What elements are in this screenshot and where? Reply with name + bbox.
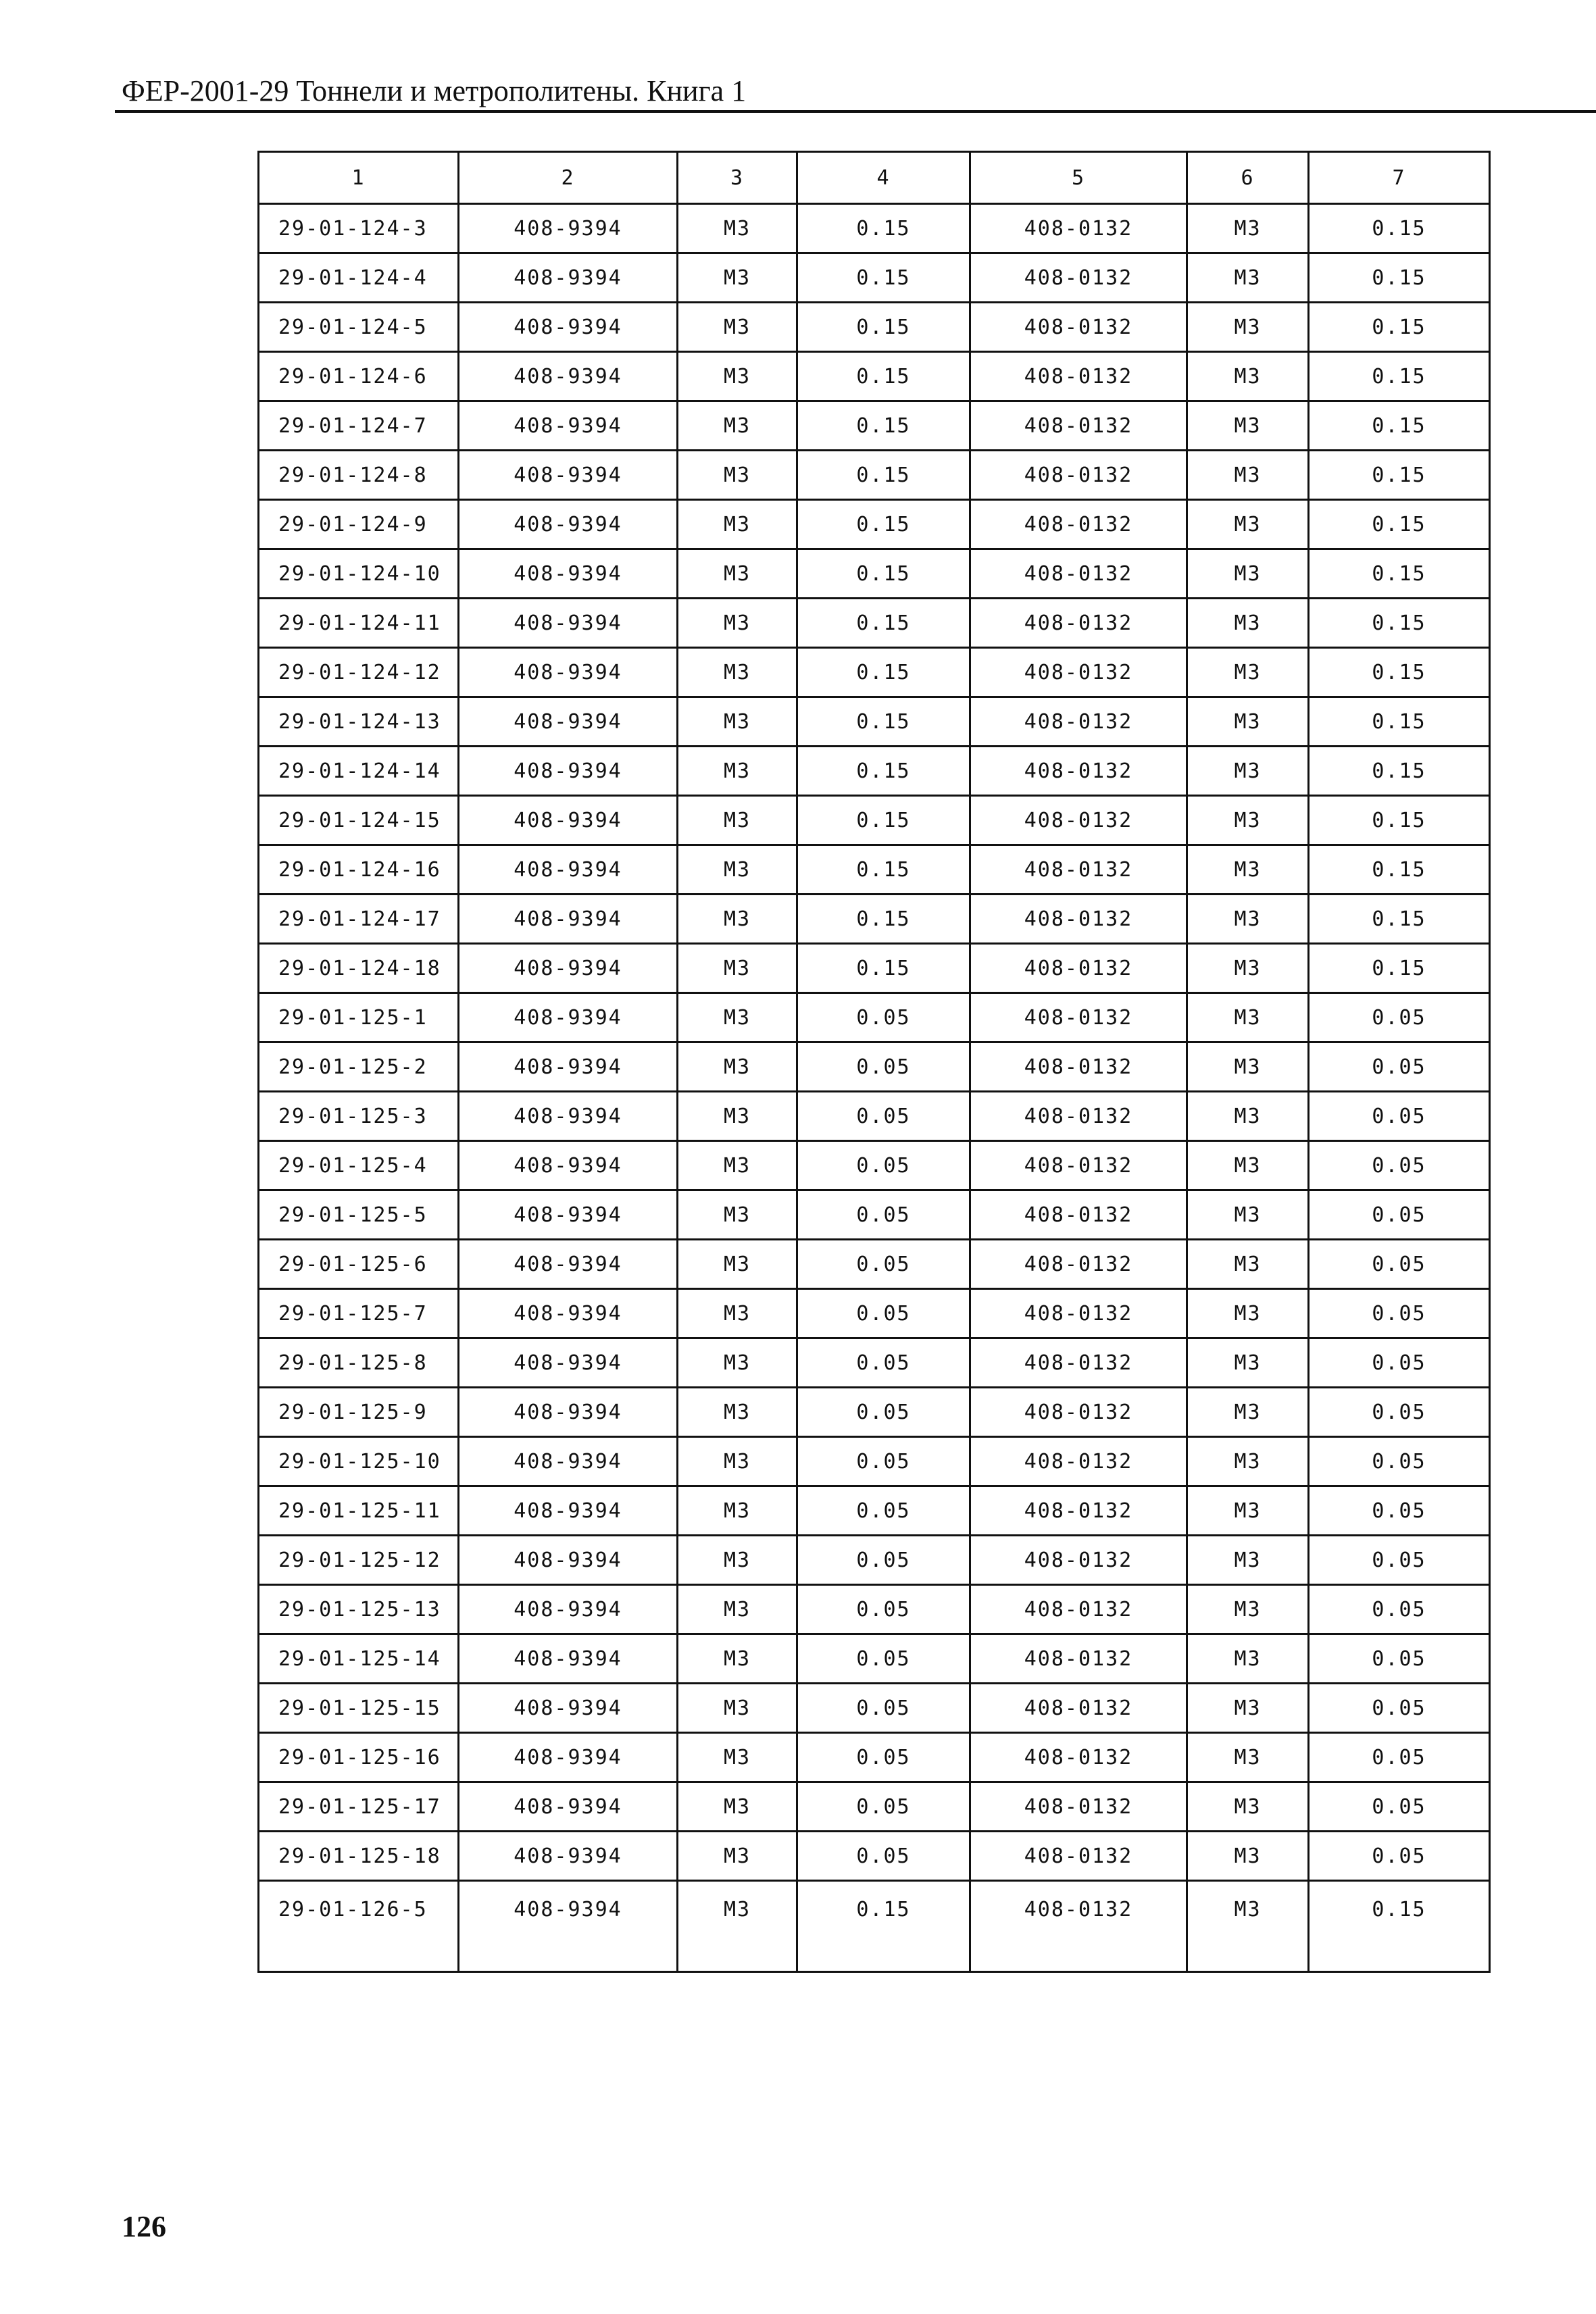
resource-code-cell: 408-9394 [459, 1042, 678, 1092]
table-row [259, 549, 1490, 599]
column-header: 7 [1309, 152, 1490, 204]
unit-cell: М3 [678, 993, 797, 1042]
replacement-quantity-cell: 0.15 [1309, 1881, 1490, 1972]
table-row [259, 1881, 1490, 1972]
quantity-cell: 0.05 [797, 1832, 970, 1881]
unit-cell: М3 [678, 253, 797, 303]
norm-code-cell: 29-01-125-8 [259, 1338, 459, 1388]
replacement-quantity-cell: 0.15 [1309, 253, 1490, 303]
replacement-unit-cell: М3 [1187, 944, 1309, 993]
replacement-code-cell: 408-0132 [970, 845, 1187, 895]
norm-code-cell: 29-01-124-7 [259, 401, 459, 451]
unit-cell: М3 [678, 796, 797, 845]
resource-code-cell: 408-9394 [459, 1388, 678, 1437]
unit-cell: М3 [678, 895, 797, 944]
column-header: 2 [459, 152, 678, 204]
norm-code-cell: 29-01-124-5 [259, 303, 459, 352]
resource-code-cell: 408-9394 [459, 599, 678, 648]
table-header [259, 152, 1490, 204]
replacement-quantity-cell: 0.15 [1309, 796, 1490, 845]
norm-code-cell: 29-01-124-9 [259, 500, 459, 549]
replacement-code-cell: 408-0132 [970, 1042, 1187, 1092]
table-row [259, 599, 1490, 648]
table-row [259, 1733, 1490, 1782]
table-row [259, 253, 1490, 303]
table-row [259, 747, 1490, 796]
replacement-unit-cell: М3 [1187, 1782, 1309, 1832]
replacement-unit-cell: М3 [1187, 1388, 1309, 1437]
replacement-code-cell: 408-0132 [970, 1585, 1187, 1634]
table-row [259, 1782, 1490, 1832]
norm-code-cell: 29-01-125-4 [259, 1141, 459, 1190]
norm-code-cell: 29-01-125-3 [259, 1092, 459, 1141]
replacement-unit-cell: М3 [1187, 352, 1309, 401]
resource-code-cell: 408-9394 [459, 1832, 678, 1881]
unit-cell: М3 [678, 697, 797, 747]
replacement-code-cell: 408-0132 [970, 895, 1187, 944]
table-row [259, 895, 1490, 944]
replacement-code-cell: 408-0132 [970, 1092, 1187, 1141]
replacement-code-cell: 408-0132 [970, 1141, 1187, 1190]
replacement-code-cell: 408-0132 [970, 303, 1187, 352]
unit-cell: М3 [678, 1190, 797, 1240]
unit-cell: М3 [678, 1388, 797, 1437]
replacement-quantity-cell: 0.15 [1309, 845, 1490, 895]
quantity-cell: 0.05 [797, 1388, 970, 1437]
resource-code-cell: 408-9394 [459, 1092, 678, 1141]
quantity-cell: 0.15 [797, 599, 970, 648]
unit-cell: М3 [678, 1881, 797, 1972]
unit-cell: М3 [678, 1684, 797, 1733]
norm-code-cell: 29-01-125-12 [259, 1536, 459, 1585]
norm-code-cell: 29-01-125-14 [259, 1634, 459, 1684]
replacement-code-cell: 408-0132 [970, 401, 1187, 451]
replacement-quantity-cell: 0.15 [1309, 352, 1490, 401]
quantity-cell: 0.05 [797, 1782, 970, 1832]
replacement-code-cell: 408-0132 [970, 944, 1187, 993]
replacement-quantity-cell: 0.15 [1309, 451, 1490, 500]
replacement-quantity-cell: 0.05 [1309, 1585, 1490, 1634]
page-header-title: ФЕР-2001-29 Тоннели и метрополитены. Книга 1 [122, 74, 747, 107]
resource-code-cell: 408-9394 [459, 747, 678, 796]
replacement-quantity-cell: 0.05 [1309, 1536, 1490, 1585]
quantity-cell: 0.05 [797, 1684, 970, 1733]
unit-cell: М3 [678, 1437, 797, 1486]
replacement-quantity-cell: 0.05 [1309, 1240, 1490, 1289]
unit-cell: М3 [678, 1486, 797, 1536]
resource-code-cell: 408-9394 [459, 1190, 678, 1240]
norm-code-cell: 29-01-125-17 [259, 1782, 459, 1832]
column-header: 1 [259, 152, 459, 204]
table-row [259, 1437, 1490, 1486]
norm-code-cell: 29-01-125-10 [259, 1437, 459, 1486]
replacement-code-cell: 408-0132 [970, 993, 1187, 1042]
table-row [259, 1190, 1490, 1240]
replacement-unit-cell: М3 [1187, 648, 1309, 697]
replacement-quantity-cell: 0.05 [1309, 1141, 1490, 1190]
resource-code-cell: 408-9394 [459, 796, 678, 845]
replacement-unit-cell: М3 [1187, 303, 1309, 352]
norm-code-cell: 29-01-125-11 [259, 1486, 459, 1536]
replacement-unit-cell: М3 [1187, 993, 1309, 1042]
replacement-code-cell: 408-0132 [970, 1289, 1187, 1338]
resource-code-cell: 408-9394 [459, 845, 678, 895]
replacement-quantity-cell: 0.05 [1309, 1634, 1490, 1684]
replacement-quantity-cell: 0.15 [1309, 549, 1490, 599]
table-row [259, 1388, 1490, 1437]
unit-cell: М3 [678, 599, 797, 648]
replacement-code-cell: 408-0132 [970, 1338, 1187, 1388]
replacement-quantity-cell: 0.15 [1309, 303, 1490, 352]
table-row [259, 1042, 1490, 1092]
replacement-code-cell: 408-0132 [970, 1782, 1187, 1832]
table-row [259, 1289, 1490, 1338]
unit-cell: М3 [678, 1832, 797, 1881]
replacement-code-cell: 408-0132 [970, 549, 1187, 599]
replacement-code-cell: 408-0132 [970, 1733, 1187, 1782]
replacement-unit-cell: М3 [1187, 1042, 1309, 1092]
replacement-unit-cell: М3 [1187, 1684, 1309, 1733]
resource-code-cell: 408-9394 [459, 401, 678, 451]
table-row [259, 1092, 1490, 1141]
table-body [259, 204, 1490, 1972]
norm-code-cell: 29-01-125-5 [259, 1190, 459, 1240]
replacement-code-cell: 408-0132 [970, 253, 1187, 303]
unit-cell: М3 [678, 845, 797, 895]
table-row [259, 451, 1490, 500]
replacement-code-cell: 408-0132 [970, 1684, 1187, 1733]
quantity-cell: 0.15 [797, 352, 970, 401]
column-header: 3 [678, 152, 797, 204]
replacement-code-cell: 408-0132 [970, 1240, 1187, 1289]
replacement-quantity-cell: 0.15 [1309, 204, 1490, 253]
column-header: 6 [1187, 152, 1309, 204]
unit-cell: М3 [678, 1536, 797, 1585]
norm-code-cell: 29-01-124-12 [259, 648, 459, 697]
quantity-cell: 0.05 [797, 1733, 970, 1782]
unit-cell: М3 [678, 1141, 797, 1190]
quantity-cell: 0.05 [797, 1240, 970, 1289]
replacement-unit-cell: М3 [1187, 599, 1309, 648]
table-row [259, 303, 1490, 352]
resource-code-cell: 408-9394 [459, 895, 678, 944]
resource-code-cell: 408-9394 [459, 204, 678, 253]
replacement-quantity-cell: 0.05 [1309, 993, 1490, 1042]
quantity-cell: 0.15 [797, 451, 970, 500]
resource-code-cell: 408-9394 [459, 1733, 678, 1782]
replacement-quantity-cell: 0.15 [1309, 697, 1490, 747]
column-header: 4 [797, 152, 970, 204]
table-row [259, 1141, 1490, 1190]
quantity-cell: 0.05 [797, 993, 970, 1042]
quantity-cell: 0.15 [797, 648, 970, 697]
page-number: 126 [122, 2210, 166, 2243]
replacement-unit-cell: М3 [1187, 1832, 1309, 1881]
resource-code-cell: 408-9394 [459, 253, 678, 303]
replacement-code-cell: 408-0132 [970, 796, 1187, 845]
quantity-cell: 0.05 [797, 1634, 970, 1684]
replacement-unit-cell: М3 [1187, 1338, 1309, 1388]
replacement-quantity-cell: 0.05 [1309, 1437, 1490, 1486]
table-row [259, 845, 1490, 895]
replacement-unit-cell: М3 [1187, 796, 1309, 845]
table-row [259, 796, 1490, 845]
norm-code-cell: 29-01-124-6 [259, 352, 459, 401]
replacement-quantity-cell: 0.05 [1309, 1684, 1490, 1733]
norm-code-cell: 29-01-126-5 [259, 1881, 459, 1972]
norm-code-cell: 29-01-125-1 [259, 993, 459, 1042]
table-row [259, 993, 1490, 1042]
norm-code-cell: 29-01-125-6 [259, 1240, 459, 1289]
resource-code-cell: 408-9394 [459, 1141, 678, 1190]
table-row [259, 648, 1490, 697]
replacement-unit-cell: М3 [1187, 1141, 1309, 1190]
table-row [259, 1832, 1490, 1881]
resource-code-cell: 408-9394 [459, 944, 678, 993]
quantity-cell: 0.05 [797, 1190, 970, 1240]
resource-code-cell: 408-9394 [459, 303, 678, 352]
replacement-code-cell: 408-0132 [970, 451, 1187, 500]
quantity-cell: 0.05 [797, 1338, 970, 1388]
quantity-cell: 0.15 [797, 697, 970, 747]
replacement-unit-cell: М3 [1187, 895, 1309, 944]
unit-cell: М3 [678, 1782, 797, 1832]
norm-code-cell: 29-01-124-4 [259, 253, 459, 303]
quantity-cell: 0.05 [797, 1042, 970, 1092]
resource-table [257, 151, 1491, 1973]
table-row [259, 1486, 1490, 1536]
replacement-unit-cell: М3 [1187, 1634, 1309, 1684]
replacement-quantity-cell: 0.15 [1309, 500, 1490, 549]
resource-code-cell: 408-9394 [459, 1684, 678, 1733]
resource-code-cell: 408-9394 [459, 1536, 678, 1585]
table-row [259, 500, 1490, 549]
replacement-quantity-cell: 0.05 [1309, 1289, 1490, 1338]
norm-code-cell: 29-01-125-2 [259, 1042, 459, 1092]
resource-code-cell: 408-9394 [459, 648, 678, 697]
resource-code-cell: 408-9394 [459, 1338, 678, 1388]
unit-cell: М3 [678, 204, 797, 253]
norm-code-cell: 29-01-124-14 [259, 747, 459, 796]
replacement-quantity-cell: 0.05 [1309, 1190, 1490, 1240]
quantity-cell: 0.05 [797, 1486, 970, 1536]
replacement-code-cell: 408-0132 [970, 747, 1187, 796]
table-row [259, 401, 1490, 451]
replacement-unit-cell: М3 [1187, 500, 1309, 549]
resource-code-cell: 408-9394 [459, 1289, 678, 1338]
replacement-unit-cell: М3 [1187, 747, 1309, 796]
replacement-quantity-cell: 0.05 [1309, 1092, 1490, 1141]
replacement-code-cell: 408-0132 [970, 1388, 1187, 1437]
norm-code-cell: 29-01-124-15 [259, 796, 459, 845]
replacement-code-cell: 408-0132 [970, 500, 1187, 549]
unit-cell: М3 [678, 1585, 797, 1634]
resource-code-cell: 408-9394 [459, 1240, 678, 1289]
replacement-unit-cell: М3 [1187, 1733, 1309, 1782]
unit-cell: М3 [678, 1042, 797, 1092]
unit-cell: М3 [678, 1338, 797, 1388]
table-row [259, 1634, 1490, 1684]
quantity-cell: 0.05 [797, 1092, 970, 1141]
replacement-quantity-cell: 0.05 [1309, 1832, 1490, 1881]
replacement-unit-cell: М3 [1187, 401, 1309, 451]
replacement-quantity-cell: 0.05 [1309, 1486, 1490, 1536]
unit-cell: М3 [678, 303, 797, 352]
table-header-row [259, 152, 1490, 204]
quantity-cell: 0.15 [797, 1881, 970, 1972]
quantity-cell: 0.15 [797, 253, 970, 303]
unit-cell: М3 [678, 944, 797, 993]
quantity-cell: 0.05 [797, 1585, 970, 1634]
replacement-quantity-cell: 0.15 [1309, 599, 1490, 648]
norm-code-cell: 29-01-124-13 [259, 697, 459, 747]
replacement-code-cell: 408-0132 [970, 599, 1187, 648]
replacement-code-cell: 408-0132 [970, 1190, 1187, 1240]
replacement-quantity-cell: 0.05 [1309, 1388, 1490, 1437]
quantity-cell: 0.15 [797, 895, 970, 944]
replacement-code-cell: 408-0132 [970, 1486, 1187, 1536]
replacement-quantity-cell: 0.15 [1309, 401, 1490, 451]
replacement-unit-cell: М3 [1187, 451, 1309, 500]
quantity-cell: 0.15 [797, 401, 970, 451]
unit-cell: М3 [678, 451, 797, 500]
quantity-cell: 0.15 [797, 549, 970, 599]
replacement-unit-cell: М3 [1187, 1486, 1309, 1536]
quantity-cell: 0.05 [797, 1536, 970, 1585]
replacement-quantity-cell: 0.05 [1309, 1733, 1490, 1782]
replacement-code-cell: 408-0132 [970, 1437, 1187, 1486]
quantity-cell: 0.15 [797, 747, 970, 796]
table-row [259, 1585, 1490, 1634]
norm-code-cell: 29-01-125-13 [259, 1585, 459, 1634]
norm-code-cell: 29-01-124-17 [259, 895, 459, 944]
replacement-code-cell: 408-0132 [970, 204, 1187, 253]
replacement-unit-cell: М3 [1187, 253, 1309, 303]
norm-code-cell: 29-01-124-8 [259, 451, 459, 500]
table-row [259, 352, 1490, 401]
norm-code-cell: 29-01-125-7 [259, 1289, 459, 1338]
replacement-unit-cell: М3 [1187, 1536, 1309, 1585]
unit-cell: М3 [678, 401, 797, 451]
quantity-cell: 0.15 [797, 944, 970, 993]
norm-code-cell: 29-01-125-16 [259, 1733, 459, 1782]
norm-code-cell: 29-01-125-18 [259, 1832, 459, 1881]
quantity-cell: 0.15 [797, 796, 970, 845]
table-row [259, 697, 1490, 747]
quantity-cell: 0.15 [797, 303, 970, 352]
replacement-unit-cell: М3 [1187, 1881, 1309, 1972]
norm-code-cell: 29-01-124-11 [259, 599, 459, 648]
replacement-quantity-cell: 0.15 [1309, 747, 1490, 796]
replacement-unit-cell: М3 [1187, 1437, 1309, 1486]
replacement-quantity-cell: 0.15 [1309, 944, 1490, 993]
replacement-code-cell: 408-0132 [970, 1536, 1187, 1585]
unit-cell: М3 [678, 1240, 797, 1289]
replacement-unit-cell: М3 [1187, 204, 1309, 253]
resource-code-cell: 408-9394 [459, 352, 678, 401]
resource-code-cell: 408-9394 [459, 1585, 678, 1634]
resource-code-cell: 408-9394 [459, 451, 678, 500]
norm-code-cell: 29-01-124-10 [259, 549, 459, 599]
quantity-cell: 0.15 [797, 204, 970, 253]
unit-cell: М3 [678, 500, 797, 549]
table-row [259, 1536, 1490, 1585]
unit-cell: М3 [678, 648, 797, 697]
replacement-unit-cell: М3 [1187, 1289, 1309, 1338]
unit-cell: М3 [678, 352, 797, 401]
replacement-code-cell: 408-0132 [970, 1881, 1187, 1972]
replacement-code-cell: 408-0132 [970, 1832, 1187, 1881]
table-row [259, 1338, 1490, 1388]
replacement-code-cell: 408-0132 [970, 648, 1187, 697]
resource-code-cell: 408-9394 [459, 1437, 678, 1486]
replacement-unit-cell: М3 [1187, 697, 1309, 747]
table-row [259, 944, 1490, 993]
replacement-quantity-cell: 0.05 [1309, 1782, 1490, 1832]
unit-cell: М3 [678, 1733, 797, 1782]
replacement-code-cell: 408-0132 [970, 352, 1187, 401]
quantity-cell: 0.05 [797, 1437, 970, 1486]
resource-code-cell: 408-9394 [459, 697, 678, 747]
replacement-code-cell: 408-0132 [970, 1634, 1187, 1684]
norm-code-cell: 29-01-124-18 [259, 944, 459, 993]
norm-code-cell: 29-01-125-15 [259, 1684, 459, 1733]
replacement-unit-cell: М3 [1187, 1092, 1309, 1141]
table-row [259, 1240, 1490, 1289]
quantity-cell: 0.15 [797, 845, 970, 895]
quantity-cell: 0.05 [797, 1289, 970, 1338]
resource-code-cell: 408-9394 [459, 500, 678, 549]
resource-code-cell: 408-9394 [459, 1881, 678, 1972]
replacement-quantity-cell: 0.05 [1309, 1338, 1490, 1388]
resource-code-cell: 408-9394 [459, 993, 678, 1042]
resource-code-cell: 408-9394 [459, 549, 678, 599]
replacement-unit-cell: М3 [1187, 845, 1309, 895]
header-rule [115, 110, 1596, 113]
replacement-quantity-cell: 0.05 [1309, 1042, 1490, 1092]
unit-cell: М3 [678, 1634, 797, 1684]
table-row [259, 1684, 1490, 1733]
replacement-unit-cell: М3 [1187, 549, 1309, 599]
replacement-code-cell: 408-0132 [970, 697, 1187, 747]
replacement-unit-cell: М3 [1187, 1585, 1309, 1634]
unit-cell: М3 [678, 1289, 797, 1338]
resource-code-cell: 408-9394 [459, 1782, 678, 1832]
replacement-unit-cell: М3 [1187, 1190, 1309, 1240]
replacement-quantity-cell: 0.15 [1309, 648, 1490, 697]
quantity-cell: 0.15 [797, 500, 970, 549]
norm-code-cell: 29-01-125-9 [259, 1388, 459, 1437]
column-header: 5 [970, 152, 1187, 204]
unit-cell: М3 [678, 1092, 797, 1141]
norm-code-cell: 29-01-124-16 [259, 845, 459, 895]
table-row [259, 204, 1490, 253]
quantity-cell: 0.05 [797, 1141, 970, 1190]
norm-code-cell: 29-01-124-3 [259, 204, 459, 253]
resource-code-cell: 408-9394 [459, 1486, 678, 1536]
unit-cell: М3 [678, 549, 797, 599]
unit-cell: М3 [678, 747, 797, 796]
replacement-quantity-cell: 0.15 [1309, 895, 1490, 944]
replacement-unit-cell: М3 [1187, 1240, 1309, 1289]
resource-code-cell: 408-9394 [459, 1634, 678, 1684]
